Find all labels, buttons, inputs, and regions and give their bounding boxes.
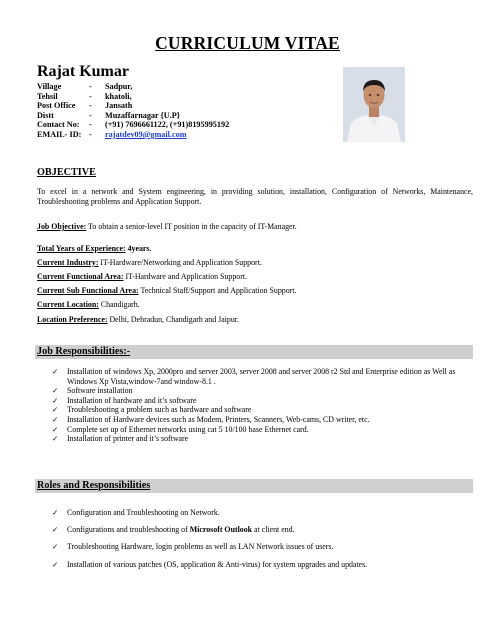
list-item-text: Installation of hardware and it’s software <box>67 395 197 405</box>
detail-label: Location Preference: <box>37 315 108 324</box>
list-item <box>52 434 472 444</box>
info-separator: - <box>89 82 92 91</box>
objective-heading: OBJECTIVE <box>37 167 96 178</box>
list-item-text: Complete set up of Ethernet networks using cat 5 10/100 base Ethernet card. <box>67 424 309 434</box>
detail-location <box>37 300 140 309</box>
list-item <box>52 508 472 518</box>
info-row <box>37 101 229 111</box>
list-item-text: Installation of printer and it’s software <box>67 434 189 444</box>
check-icon: ✓ <box>52 424 59 434</box>
detail-label: Current Functional Area: <box>37 272 124 281</box>
detail-industry <box>37 258 262 267</box>
roles-list <box>52 508 472 577</box>
roles-heading: Roles and Responsibilities <box>37 480 151 491</box>
info-value: Jansath <box>105 101 133 111</box>
job-objective-value: To obtain a senior-level IT position in the capacity of IT-Manager. <box>86 222 297 231</box>
check-icon: ✓ <box>52 508 59 517</box>
list-item <box>52 415 472 425</box>
detail-functional-area <box>37 272 247 281</box>
list-item-text: Software installation <box>67 386 133 396</box>
detail-value: Technical Staff/Support and Application Support. <box>138 286 297 295</box>
job-responsibilities-heading: Job Responsibilities:- <box>37 346 131 357</box>
detail-location-preference <box>37 315 239 324</box>
check-icon: ✓ <box>52 367 59 376</box>
check-icon: ✓ <box>52 395 59 405</box>
info-row <box>37 111 229 121</box>
list-item <box>52 542 472 552</box>
info-label: Distt <box>37 110 54 120</box>
info-label: EMAIL- ID: <box>37 129 82 139</box>
detail-label: Current Sub Functional Area: <box>37 286 139 295</box>
candidate-name: Rajat Kumar <box>37 63 129 80</box>
list-item <box>52 425 472 435</box>
check-icon: ✓ <box>52 386 59 396</box>
info-row <box>37 82 229 92</box>
detail-sub-functional-area <box>37 286 296 295</box>
detail-label: Current Industry: <box>37 258 99 267</box>
list-item-text: Installation of Hardware devices such as Modem, Printers, Scanners, Web-cams, CD writer, etc. <box>67 414 370 424</box>
list-item <box>52 405 472 415</box>
experience-label: Total Years of Experience: <box>37 244 126 253</box>
job-responsibilities-list <box>52 367 472 444</box>
info-label: Tehsil <box>37 91 58 101</box>
info-separator: - <box>89 120 92 130</box>
experience <box>37 244 151 253</box>
email-link[interactable]: rajatdev09@gmail.com <box>105 129 187 139</box>
check-icon: ✓ <box>52 559 59 569</box>
info-separator: - <box>89 101 92 111</box>
detail-label: Current Location: <box>37 300 99 309</box>
job-objective <box>37 222 297 231</box>
list-item-text: Installation of windows Xp, 2000pro and server 2003, server 2008 and server 2008 r2 Std and Enterprise edition as Well as Windows Xp Vista,window-7and window-8.1 . <box>67 367 456 386</box>
check-icon: ✓ <box>52 414 59 424</box>
info-label: Contact No: <box>37 120 80 130</box>
check-icon: ✓ <box>52 434 59 444</box>
check-icon: ✓ <box>52 405 59 415</box>
job-responsibilities-band <box>35 345 473 359</box>
info-row <box>37 92 229 102</box>
info-value: (+91) 7696661122, (+91)8195995192 <box>105 120 230 130</box>
list-item-text: Installation of various patches (OS, application & Anti-virus) for system upgrades and updates. <box>67 559 368 569</box>
list-item <box>52 386 472 396</box>
info-value: Muzaffarnagar {U.P} <box>105 110 180 120</box>
info-row <box>37 130 229 140</box>
list-item-text: Configuration and Troubleshooting on Network. <box>67 508 220 517</box>
personal-info <box>37 82 229 140</box>
check-icon: ✓ <box>52 542 59 552</box>
check-icon: ✓ <box>52 525 59 535</box>
info-label: Village <box>37 82 62 91</box>
job-objective-label: Job Objective: <box>37 222 87 231</box>
experience-value: 4years. <box>125 244 152 253</box>
list-item <box>52 396 472 406</box>
roles-band <box>35 479 473 493</box>
info-value: Sadpur, <box>105 82 133 91</box>
objective-text: To excel in a network and System engineering, in providing solution, installation, Configuration of Networks, Maintenance, Troubleshooting problems and Application Support. <box>37 187 473 206</box>
list-item-text: Troubleshooting a problem such as hardware and software <box>67 405 252 415</box>
detail-value: IT-Hardware and Application Support. <box>123 272 248 281</box>
list-item <box>52 367 472 386</box>
detail-value: IT-Hardware/Networking and Application Support. <box>98 258 262 267</box>
list-item <box>52 560 472 570</box>
detail-value: Chandigarh. <box>98 300 140 309</box>
info-label: Post Office <box>37 101 76 111</box>
detail-value: Delhi, Dehradun, Chandigarh and Jaipur. <box>107 315 239 324</box>
list-item <box>52 525 472 535</box>
list-item-text: Troubleshooting Hardware, login problems as well as LAN Network issues of users. <box>67 542 334 552</box>
info-separator: - <box>89 129 92 139</box>
list-item-text: Configurations and troubleshooting of Microsoft Outlook at client end. <box>67 525 295 535</box>
info-value: khatoli, <box>105 91 132 101</box>
info-separator: - <box>89 91 92 101</box>
document-title: CURRICULUM VITAE <box>155 33 340 53</box>
info-separator: - <box>89 110 92 120</box>
profile-photo <box>343 67 405 142</box>
info-row <box>37 120 229 130</box>
